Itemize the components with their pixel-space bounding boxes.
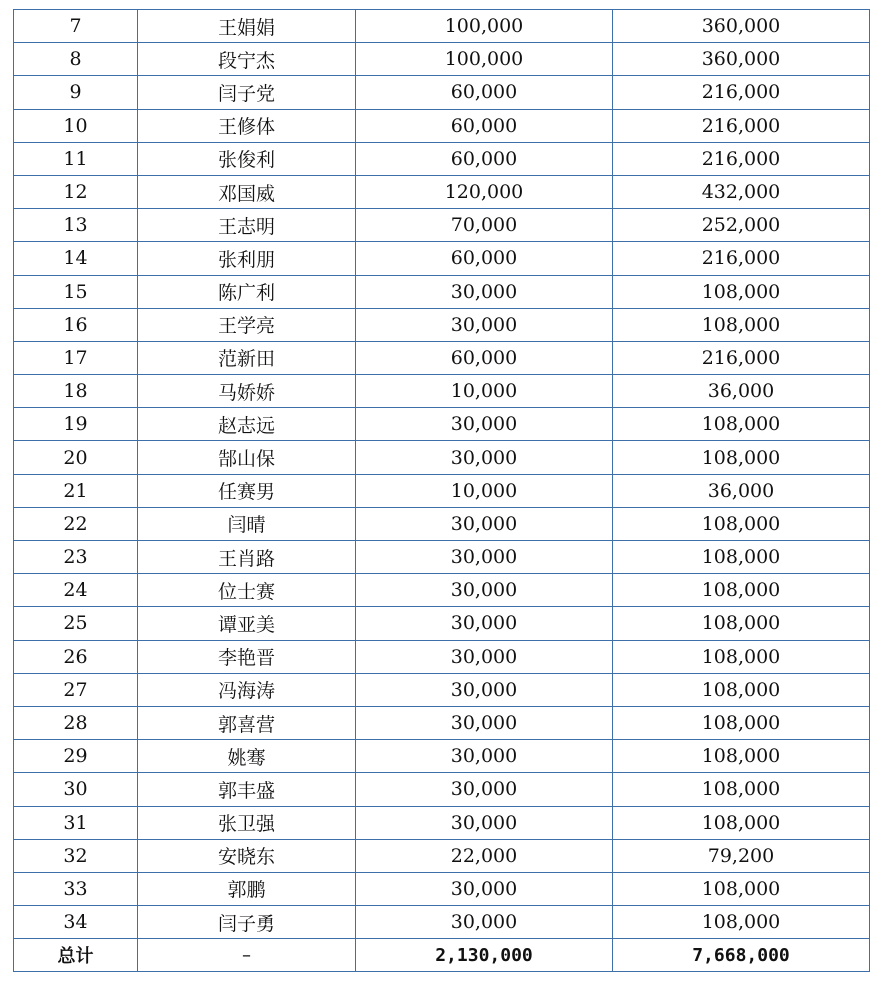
table-row <box>14 640 870 673</box>
table-row <box>14 275 870 308</box>
share-count: 60,000 <box>356 76 613 109</box>
table-row <box>14 341 870 374</box>
share-count: 30,000 <box>356 872 613 905</box>
holder-name: 郭丰盛 <box>138 773 356 806</box>
table-row <box>14 76 870 109</box>
row-number: 27 <box>14 673 138 706</box>
amount-value: 108,000 <box>613 906 870 939</box>
amount-value: 108,000 <box>613 872 870 905</box>
holder-name: 王娟娟 <box>138 10 356 43</box>
amount-value: 108,000 <box>613 773 870 806</box>
row-number: 18 <box>14 375 138 408</box>
holder-name: 段宁杰 <box>138 43 356 76</box>
table-row <box>14 308 870 341</box>
table-row <box>14 607 870 640</box>
table-row <box>14 773 870 806</box>
row-number: 13 <box>14 209 138 242</box>
share-count: 30,000 <box>356 673 613 706</box>
holder-name: 冯海涛 <box>138 673 356 706</box>
share-count: 60,000 <box>356 242 613 275</box>
share-count: 100,000 <box>356 43 613 76</box>
shareholder-table <box>13 9 870 972</box>
amount-value: 108,000 <box>613 541 870 574</box>
holder-name: 闫晴 <box>138 507 356 540</box>
share-count: 30,000 <box>356 541 613 574</box>
total-label: 总计 <box>14 939 138 972</box>
row-number: 12 <box>14 175 138 208</box>
holder-name: 张俊利 <box>138 142 356 175</box>
share-count: 100,000 <box>356 10 613 43</box>
share-count: 30,000 <box>356 441 613 474</box>
row-number: 26 <box>14 640 138 673</box>
table-row <box>14 574 870 607</box>
table-row <box>14 209 870 242</box>
share-count: 30,000 <box>356 706 613 739</box>
total-amount: 7,668,000 <box>613 939 870 972</box>
row-number: 9 <box>14 76 138 109</box>
share-count: 30,000 <box>356 507 613 540</box>
holder-name: 陈广利 <box>138 275 356 308</box>
holder-name: 任赛男 <box>138 474 356 507</box>
share-count: 60,000 <box>356 142 613 175</box>
row-number: 19 <box>14 408 138 441</box>
total-row <box>14 939 870 972</box>
table-row <box>14 806 870 839</box>
amount-value: 108,000 <box>613 308 870 341</box>
amount-value: 216,000 <box>613 341 870 374</box>
amount-value: 216,000 <box>613 109 870 142</box>
share-count: 70,000 <box>356 209 613 242</box>
share-count: 30,000 <box>356 806 613 839</box>
amount-value: 108,000 <box>613 740 870 773</box>
share-count: 60,000 <box>356 109 613 142</box>
share-count: 30,000 <box>356 308 613 341</box>
holder-name: 王修体 <box>138 109 356 142</box>
share-count: 30,000 <box>356 740 613 773</box>
amount-value: 360,000 <box>613 10 870 43</box>
holder-name: 王学亮 <box>138 308 356 341</box>
table-row <box>14 242 870 275</box>
amount-value: 108,000 <box>613 574 870 607</box>
table-row <box>14 375 870 408</box>
holder-name: 闫子勇 <box>138 906 356 939</box>
table-row <box>14 507 870 540</box>
amount-value: 216,000 <box>613 76 870 109</box>
holder-name: 张卫强 <box>138 806 356 839</box>
amount-value: 216,000 <box>613 142 870 175</box>
amount-value: 108,000 <box>613 607 870 640</box>
amount-value: 108,000 <box>613 275 870 308</box>
table-row <box>14 706 870 739</box>
row-number: 14 <box>14 242 138 275</box>
share-count: 30,000 <box>356 640 613 673</box>
holder-name: 王肖路 <box>138 541 356 574</box>
share-count: 30,000 <box>356 574 613 607</box>
row-number: 24 <box>14 574 138 607</box>
table-row <box>14 474 870 507</box>
holder-name: 王志明 <box>138 209 356 242</box>
table-row <box>14 109 870 142</box>
row-number: 22 <box>14 507 138 540</box>
holder-name: 赵志远 <box>138 408 356 441</box>
amount-value: 216,000 <box>613 242 870 275</box>
row-number: 16 <box>14 308 138 341</box>
holder-name: 郜山保 <box>138 441 356 474</box>
holder-name: 安晓东 <box>138 839 356 872</box>
holder-name: 谭亚美 <box>138 607 356 640</box>
table-row <box>14 142 870 175</box>
table-row <box>14 43 870 76</box>
amount-value: 432,000 <box>613 175 870 208</box>
row-number: 23 <box>14 541 138 574</box>
row-number: 7 <box>14 10 138 43</box>
row-number: 8 <box>14 43 138 76</box>
share-count: 10,000 <box>356 375 613 408</box>
table-row <box>14 872 870 905</box>
total-name: – <box>138 939 356 972</box>
holder-name: 范新田 <box>138 341 356 374</box>
row-number: 25 <box>14 607 138 640</box>
share-count: 30,000 <box>356 906 613 939</box>
amount-value: 108,000 <box>613 806 870 839</box>
share-count: 22,000 <box>356 839 613 872</box>
amount-value: 79,200 <box>613 839 870 872</box>
share-count: 30,000 <box>356 408 613 441</box>
row-number: 34 <box>14 906 138 939</box>
row-number: 10 <box>14 109 138 142</box>
table-row <box>14 441 870 474</box>
share-count: 120,000 <box>356 175 613 208</box>
row-number: 31 <box>14 806 138 839</box>
table-row <box>14 175 870 208</box>
share-count: 30,000 <box>356 607 613 640</box>
amount-value: 360,000 <box>613 43 870 76</box>
row-number: 28 <box>14 706 138 739</box>
row-number: 20 <box>14 441 138 474</box>
total-shares: 2,130,000 <box>356 939 613 972</box>
row-number: 29 <box>14 740 138 773</box>
holder-name: 马娇娇 <box>138 375 356 408</box>
amount-value: 36,000 <box>613 474 870 507</box>
table-row <box>14 10 870 43</box>
holder-name: 张利朋 <box>138 242 356 275</box>
amount-value: 108,000 <box>613 408 870 441</box>
share-count: 10,000 <box>356 474 613 507</box>
holder-name: 邓国威 <box>138 175 356 208</box>
holder-name: 闫子党 <box>138 76 356 109</box>
row-number: 30 <box>14 773 138 806</box>
row-number: 11 <box>14 142 138 175</box>
share-count: 30,000 <box>356 275 613 308</box>
holder-name: 姚骞 <box>138 740 356 773</box>
table-row <box>14 906 870 939</box>
row-number: 21 <box>14 474 138 507</box>
amount-value: 108,000 <box>613 706 870 739</box>
amount-value: 252,000 <box>613 209 870 242</box>
table-row <box>14 673 870 706</box>
table-row <box>14 541 870 574</box>
row-number: 32 <box>14 839 138 872</box>
amount-value: 108,000 <box>613 673 870 706</box>
amount-value: 108,000 <box>613 507 870 540</box>
share-count: 60,000 <box>356 341 613 374</box>
table-body <box>14 10 870 972</box>
amount-value: 36,000 <box>613 375 870 408</box>
holder-name: 李艳晋 <box>138 640 356 673</box>
holder-name: 位士赛 <box>138 574 356 607</box>
table-row <box>14 839 870 872</box>
table-row <box>14 740 870 773</box>
holder-name: 郭鹏 <box>138 872 356 905</box>
amount-value: 108,000 <box>613 441 870 474</box>
table-row <box>14 408 870 441</box>
share-count: 30,000 <box>356 773 613 806</box>
row-number: 33 <box>14 872 138 905</box>
row-number: 15 <box>14 275 138 308</box>
amount-value: 108,000 <box>613 640 870 673</box>
holder-name: 郭喜营 <box>138 706 356 739</box>
row-number: 17 <box>14 341 138 374</box>
